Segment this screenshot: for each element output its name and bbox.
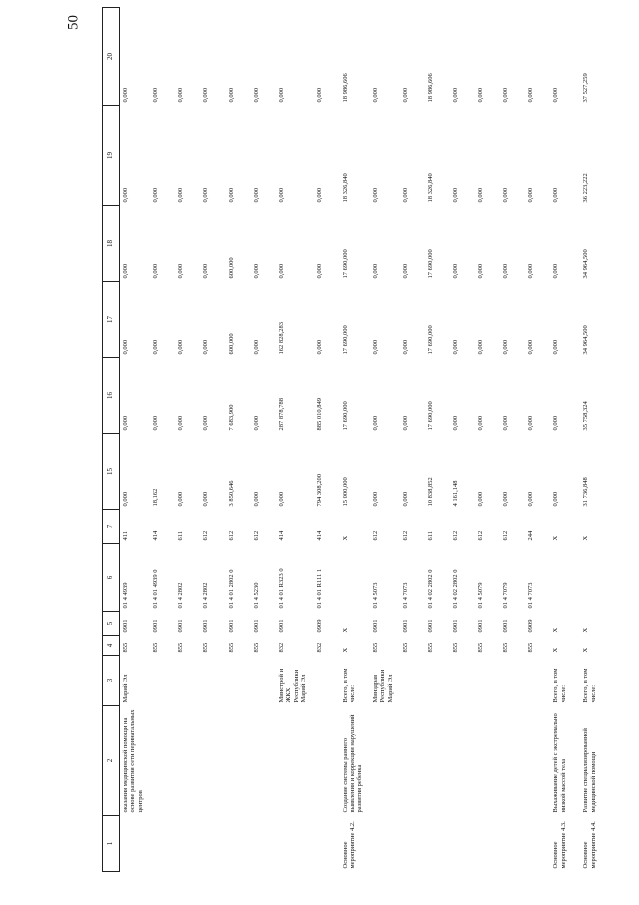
table-cell: Минстрой и ЖКХ Республики Марий Эл (277, 668, 308, 703)
table-cell: Создание системы раннего выявления и коррекции нарушений развития ребенка (341, 714, 364, 813)
table-cell: 0901 (152, 619, 160, 633)
table-cell: 01 4 01 R111 1 (316, 568, 324, 609)
table-cell: 0901 (401, 619, 409, 633)
table-cell: 0,000 (202, 263, 210, 279)
table-cell (175, 656, 200, 706)
table-cell (226, 706, 251, 816)
table-cell: 612 (202, 530, 210, 541)
table-cell: 0901 (122, 619, 129, 633)
table-cell: 0,000 (477, 187, 485, 203)
table-cell: 0,000 (277, 87, 285, 103)
table-cell (200, 656, 225, 706)
table-cell (200, 706, 225, 816)
table-cell: 0,000 (502, 87, 510, 103)
table-cell: 0,000 (477, 339, 485, 355)
table-cell (425, 816, 450, 872)
table-cell (175, 706, 200, 816)
table-cell: 0,000 (502, 263, 510, 279)
table-cell: 15 000,000 (341, 477, 349, 507)
table-cell: 36 223,222 (582, 173, 590, 203)
table-cell: 0,000 (552, 263, 560, 279)
table-cell: 18 986,606 (341, 73, 349, 103)
table-cell: Марий Эл (122, 674, 129, 703)
table-cell: 612 (227, 530, 235, 541)
table-cell: 0901 (477, 619, 485, 633)
table-cell: 0,000 (122, 415, 129, 431)
table-cell (150, 656, 175, 706)
table-row (525, 8, 550, 872)
table-cell: 0,000 (371, 87, 379, 103)
table-cell: 0,000 (371, 187, 379, 203)
table-cell: X (582, 647, 590, 653)
table-cell: 855 (477, 642, 485, 653)
table-cell: 0,000 (202, 339, 210, 355)
table-cell: 0,000 (552, 415, 560, 431)
table-cell: 612 (401, 530, 409, 541)
table-cell: Всего, в том числе: (582, 668, 597, 703)
table-cell: 0,000 (177, 415, 185, 431)
table-cell: 0,000 (477, 87, 485, 103)
table-cell: 0,000 (502, 415, 510, 431)
table-row (580, 8, 610, 872)
table-cell: 0,000 (527, 187, 535, 203)
table-cell: 0909 (527, 619, 535, 633)
table-cell: 0901 (202, 619, 210, 633)
table-cell: 0,000 (202, 87, 210, 103)
table-cell: 0,000 (277, 491, 285, 507)
table-cell: 0,000 (277, 263, 285, 279)
table-cell: 18,162 (152, 488, 160, 507)
column-header: 15 (103, 434, 120, 510)
table-cell: 17 690,000 (426, 401, 434, 431)
table-cell (525, 706, 550, 816)
table-cell: 832 (277, 642, 285, 653)
table-row (276, 8, 315, 872)
table-cell: 855 (371, 642, 379, 653)
table-cell: 0,000 (477, 415, 485, 431)
table-cell: 287 878,788 (277, 398, 285, 431)
table-cell (425, 706, 450, 816)
table-cell: 0,000 (452, 415, 460, 431)
table-cell: 0,000 (552, 187, 560, 203)
table-cell: 0,000 (152, 187, 160, 203)
table-cell: 0,000 (316, 263, 324, 279)
table-cell (251, 706, 276, 816)
table-row (500, 8, 525, 872)
table-cell: 0,000 (152, 415, 160, 431)
table-cell: 01 4 01 R323 0 (277, 568, 285, 609)
table-cell: 0,000 (177, 491, 185, 507)
table-cell: 0,000 (401, 339, 409, 355)
table-cell: 18 326,840 (426, 173, 434, 203)
rotated-page-content (102, 8, 610, 872)
table-cell: 0,000 (202, 491, 210, 507)
table-cell: 611 (426, 530, 434, 541)
column-header: 16 (103, 358, 120, 434)
table-cell: 0,000 (452, 263, 460, 279)
table-cell: 0901 (452, 619, 460, 633)
table-cell: 855 (426, 642, 434, 653)
table-row (425, 8, 450, 872)
table-cell: 855 (122, 642, 129, 653)
table-cell: 612 (371, 530, 379, 541)
table-cell: 0,000 (252, 187, 260, 203)
table-cell (525, 816, 550, 872)
table-cell (251, 816, 276, 872)
column-header: 3 (103, 656, 120, 706)
table-cell: Основное мероприятие 4.3. (552, 821, 567, 869)
table-cell: 414 (316, 530, 324, 541)
table-cell (276, 816, 315, 872)
table-cell: 0,000 (252, 263, 260, 279)
table-cell (525, 656, 550, 706)
table-cell: 10 838,852 (426, 477, 434, 507)
table-row (175, 8, 200, 872)
table-cell (226, 656, 251, 706)
table-cell: 01 4 01 4939 0 (152, 569, 160, 609)
table-cell: 0,000 (202, 415, 210, 431)
table-cell: 01 4 2802 (202, 582, 210, 609)
table-cell: 01 4 02 2802 0 (426, 569, 434, 609)
table-cell (500, 706, 525, 816)
table-cell (475, 706, 500, 816)
table-cell: 37 527,259 (582, 73, 590, 103)
table-cell: 855 (502, 642, 510, 653)
table-cell: 0,000 (152, 339, 160, 355)
table-cell: 17 690,000 (426, 325, 434, 355)
table-cell: 794 308,200 (316, 474, 324, 507)
table-cell (150, 816, 175, 872)
table-cell: X (341, 535, 349, 541)
table-cell: X (552, 535, 560, 541)
column-header: 20 (103, 8, 120, 106)
table-cell: 0901 (177, 619, 185, 633)
table-cell: Минздрав Республики Марий Эл (371, 669, 394, 703)
table-cell: 0,000 (401, 87, 409, 103)
table-cell: 0,000 (316, 339, 324, 355)
table-cell: 855 (202, 642, 210, 653)
table-cell: X (582, 627, 590, 633)
table-cell (580, 544, 610, 612)
table-cell: 0901 (252, 619, 260, 633)
table-cell (226, 816, 251, 872)
table-cell: 600,000 (227, 333, 235, 355)
table-cell: 01 4 5079 (477, 582, 485, 609)
table-cell: 0,000 (177, 87, 185, 103)
table-cell (370, 816, 400, 872)
table-cell (450, 706, 475, 816)
table-cell: 17 690,000 (341, 401, 349, 431)
table-cell: 0,000 (371, 415, 379, 431)
table-cell: 0,000 (177, 263, 185, 279)
table-cell (370, 706, 400, 816)
table-cell (314, 706, 339, 816)
table-cell: 0901 (371, 619, 379, 633)
table-cell: 0,000 (452, 339, 460, 355)
column-header: 19 (103, 106, 120, 206)
table-cell: 162 828,283 (277, 322, 285, 355)
table-cell: 0,000 (401, 415, 409, 431)
table-cell: 3 850,646 (227, 480, 235, 507)
table-row (340, 8, 370, 872)
table-cell: 0,000 (371, 339, 379, 355)
table-cell: X (552, 647, 560, 653)
table-cell: 01 4 5230 (252, 582, 260, 609)
table-cell: 855 (252, 642, 260, 653)
column-header: 17 (103, 282, 120, 358)
table-cell: 244 (527, 530, 535, 541)
table-cell: 0,000 (202, 187, 210, 203)
table-cell: 612 (502, 530, 510, 541)
column-header: 6 (103, 544, 120, 612)
table-cell: 0,000 (552, 339, 560, 355)
table-cell: 0,000 (252, 415, 260, 431)
page-number: 50 (65, 15, 82, 30)
table-cell: 01 4 7079 (502, 582, 510, 609)
table-cell: 4 161,148 (452, 480, 460, 507)
table-cell: 0,000 (401, 187, 409, 203)
table-cell (500, 656, 525, 706)
table-cell: 612 (452, 530, 460, 541)
table-header-row (103, 8, 120, 872)
table-cell: 611 (177, 530, 185, 541)
table-cell: Основное мероприятие 4.4. (582, 821, 597, 869)
table-cell: 0901 (277, 619, 285, 633)
column-header: 1 (103, 816, 120, 872)
table-cell: 855 (527, 642, 535, 653)
table-cell (150, 706, 175, 816)
table-cell: 01 4 01 2802 0 (227, 569, 235, 609)
table-row (450, 8, 475, 872)
table-cell: 0,000 (177, 339, 185, 355)
table-cell: 414 (152, 530, 160, 541)
table-row (370, 8, 400, 872)
table-cell (475, 656, 500, 706)
table-cell (175, 816, 200, 872)
table-cell: 0,000 (401, 491, 409, 507)
table-cell: 0,000 (277, 187, 285, 203)
table-cell: X (582, 535, 590, 541)
table-cell: 855 (452, 642, 460, 653)
table-cell: 0901 (502, 619, 510, 633)
table-cell: 0,000 (527, 339, 535, 355)
table-cell: 0,000 (527, 87, 535, 103)
table-cell: 0,000 (502, 187, 510, 203)
table-cell: X (341, 647, 349, 653)
table-row (550, 8, 580, 872)
table-row (200, 8, 225, 872)
table-cell: 34 964,500 (582, 249, 590, 279)
table-row (226, 8, 251, 872)
table-cell: 0,000 (477, 491, 485, 507)
table-cell (400, 706, 425, 816)
table-cell (200, 816, 225, 872)
table-cell: 18 326,840 (341, 173, 349, 203)
table-cell (550, 544, 580, 612)
table-cell: 0,000 (252, 87, 260, 103)
table-cell: Выхаживание детей с экстремально низкой массой тела (552, 713, 567, 813)
table-cell: 01 4 2802 (177, 582, 185, 609)
table-cell (500, 816, 525, 872)
table-cell: 0,000 (371, 263, 379, 279)
table-cell (400, 656, 425, 706)
table-row (400, 8, 425, 872)
table-cell: Всего, в том числе: (341, 668, 357, 703)
table-cell (450, 656, 475, 706)
table-cell: 0,000 (371, 491, 379, 507)
table-cell (314, 816, 339, 872)
table-cell: 0,000 (527, 263, 535, 279)
table-row (150, 8, 175, 872)
table-cell: 31 736,848 (582, 477, 590, 507)
table-cell: 0,000 (552, 87, 560, 103)
table-cell: оказания медицинской помощи на основе развития сети перинатальных центров (122, 709, 144, 813)
table-cell: 0,000 (502, 491, 510, 507)
table-cell: 34 964,500 (582, 325, 590, 355)
table-row (475, 8, 500, 872)
table-cell (120, 816, 151, 872)
table-cell: 17 690,000 (341, 249, 349, 279)
table-cell: 01 4 4939 (122, 582, 129, 609)
table-cell: 0,000 (316, 87, 324, 103)
table-cell: 855 (401, 642, 409, 653)
table-cell (340, 544, 370, 612)
table-cell: 0901 (426, 619, 434, 633)
table-row (314, 8, 339, 872)
table-cell: 0,000 (227, 187, 235, 203)
table-cell: 17 690,000 (426, 249, 434, 279)
table-cell: Развитие специализированной медицинской помощи (582, 728, 597, 813)
table-cell (475, 816, 500, 872)
table-cell: 0,000 (122, 491, 129, 507)
table-row (251, 8, 276, 872)
table-cell (425, 656, 450, 706)
table-cell: 0,000 (552, 491, 560, 507)
table-cell: 612 (252, 530, 260, 541)
table-cell: 855 (177, 642, 185, 653)
table-cell: 0,000 (152, 263, 160, 279)
table-cell: 855 (227, 642, 235, 653)
table-cell: Всего, в том числе: (552, 668, 567, 703)
table-cell: 600,000 (227, 257, 235, 279)
table-cell: 0,000 (527, 415, 535, 431)
column-header: 7 (103, 510, 120, 544)
table-cell: 01 4 5073 (371, 582, 379, 609)
table-cell: 0,000 (452, 87, 460, 103)
table-cell: 0,000 (452, 187, 460, 203)
table-cell: 0,000 (252, 339, 260, 355)
table-cell: 0,000 (122, 263, 129, 279)
column-header: 18 (103, 206, 120, 282)
table-cell: 0,000 (401, 263, 409, 279)
table-cell: 411 (122, 530, 129, 541)
table-cell: 0,000 (177, 187, 185, 203)
table-cell (276, 706, 315, 816)
table-cell (400, 816, 425, 872)
table-cell: 0,000 (252, 491, 260, 507)
table-cell: X (552, 627, 560, 633)
table-cell: X (341, 627, 349, 633)
table-cell: 17 690,000 (341, 325, 349, 355)
table-cell: 01 4 02 2802 0 (452, 569, 460, 609)
table-cell (251, 656, 276, 706)
table-cell (314, 656, 339, 706)
column-header: 2 (103, 706, 120, 816)
table-cell (450, 816, 475, 872)
table-cell: 0,000 (122, 339, 129, 355)
table-body (120, 8, 611, 872)
budget-table (102, 7, 610, 872)
table-cell: Основное мероприятие 4.2. (341, 821, 357, 869)
table-cell: 0,000 (527, 491, 535, 507)
column-header: 4 (103, 636, 120, 656)
table-cell: 0,000 (502, 339, 510, 355)
table-cell: 01 4 7073 (527, 582, 535, 609)
table-cell: 0,000 (122, 187, 129, 203)
table-cell: 18 986,606 (426, 73, 434, 103)
table-cell: 0901 (227, 619, 235, 633)
table-cell: 7 683,900 (227, 404, 235, 431)
table-cell: 01 4 7073 (401, 582, 409, 609)
table-cell: 855 (152, 642, 160, 653)
table-cell: 414 (277, 530, 285, 541)
table-row (120, 8, 151, 872)
table-cell: 0,000 (227, 87, 235, 103)
table-cell: 885 010,849 (316, 398, 324, 431)
table-cell: 832 (316, 642, 324, 653)
table-cell: 0,000 (316, 187, 324, 203)
table-cell: 612 (477, 530, 485, 541)
table-cell: 35 758,324 (582, 401, 590, 431)
table-cell: 0,000 (477, 263, 485, 279)
table-cell: 0909 (316, 619, 324, 633)
column-header: 5 (103, 612, 120, 636)
table-cell: 0,000 (152, 87, 160, 103)
table-cell: 0,000 (122, 87, 129, 103)
